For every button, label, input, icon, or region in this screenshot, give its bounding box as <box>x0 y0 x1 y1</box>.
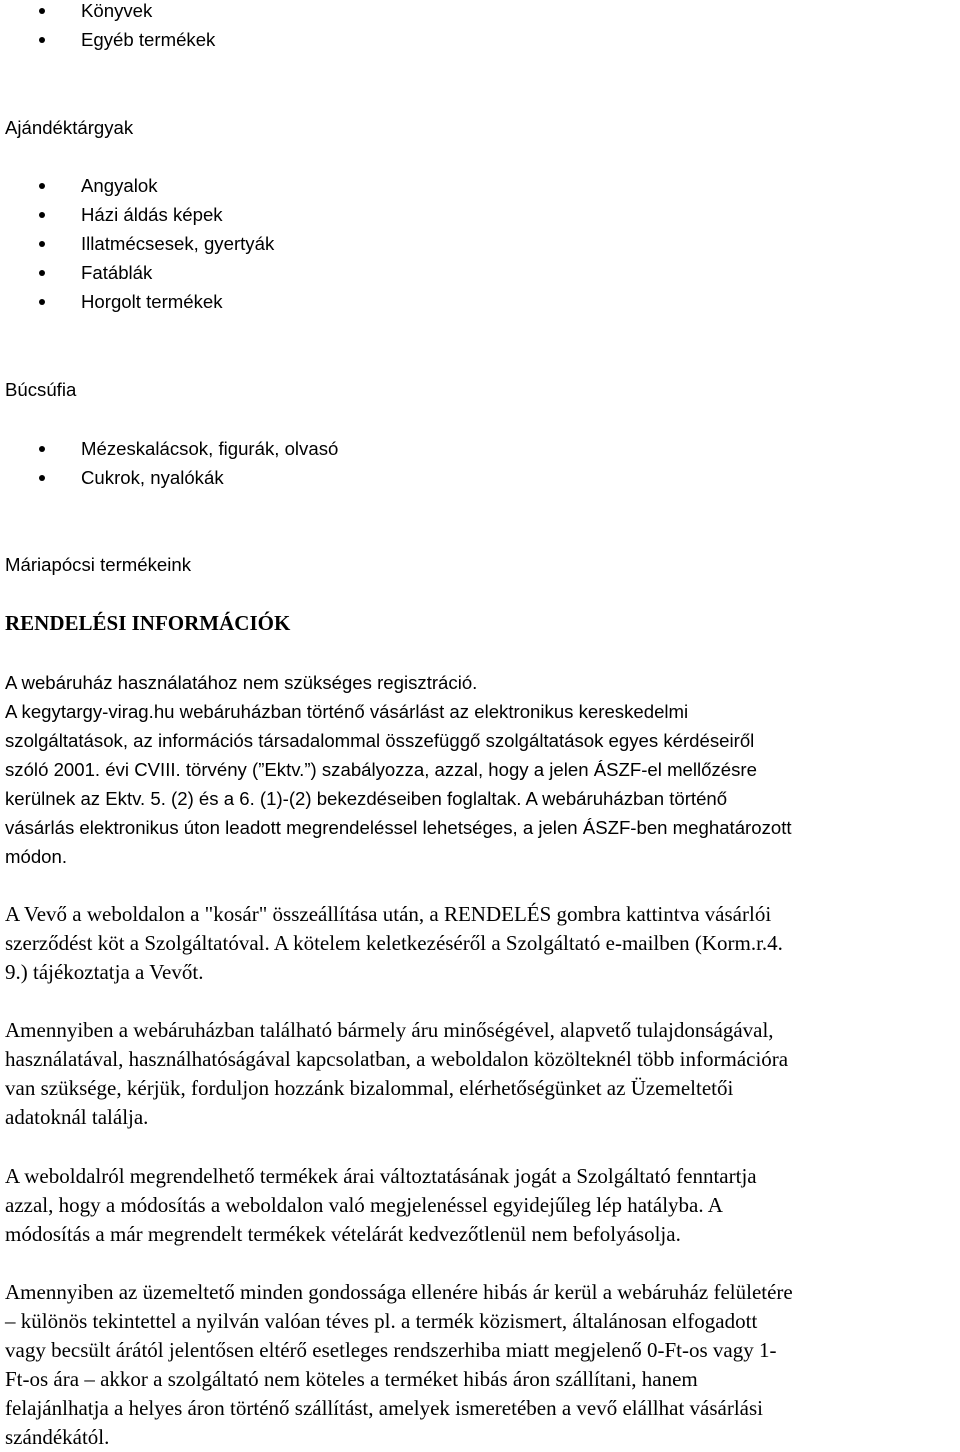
list-item[interactable] <box>0 25 215 54</box>
paragraph-line: Ft-os ára – akkor a szolgáltató nem köteles a terméket hibás áron szállítani, hanem <box>5 1367 698 1391</box>
paragraph-line: használatával, használhatóságával kapcsolatban, a weboldalon közölteknél több információra <box>5 1047 789 1071</box>
paragraph-line: szerződést köt a Szolgáltatóval. A kötelem keletkezéséről a Szolgáltató e-mailben (Korm.r.4. <box>5 931 783 955</box>
bullet-icon <box>39 299 45 305</box>
list-item[interactable] <box>0 229 274 258</box>
bullet-icon <box>39 183 45 189</box>
section-heading-gifts: Ajándéktárgyak <box>5 117 134 138</box>
paragraph-line: A kegytargy-virag.hu webáruházban történő vásárlást az elektronikus kereskedelmi <box>5 701 689 722</box>
list-item-label[interactable]: Cukrok, nyalókák <box>81 467 224 488</box>
bullet-icon <box>39 212 45 218</box>
order-info-paragraph-3 <box>5 1016 955 1132</box>
bullet-icon <box>39 37 45 43</box>
category-list-top <box>0 0 215 54</box>
list-item-label[interactable]: Illatmécsesek, gyertyák <box>81 233 275 254</box>
list-item-label[interactable]: Könyvek <box>81 0 153 21</box>
list-item-label[interactable]: Horgolt termékek <box>81 291 223 312</box>
paragraph-line: kerülnek az Ektv. 5. (2) és a 6. (1)-(2) bekezdéseiben foglaltak. A webáruházban történő <box>5 788 728 809</box>
paragraph-line: 9.) tájékoztatja a Vevőt. <box>5 960 204 984</box>
bullet-icon <box>39 270 45 276</box>
list-item-label[interactable]: Angyalok <box>81 175 158 196</box>
order-info-paragraph-1 <box>5 668 955 871</box>
paragraph-line: Amennyiben a webáruházban található bármely áru minőségével, alapvető tulajdonságával, <box>5 1018 774 1042</box>
list-item[interactable] <box>0 434 338 463</box>
paragraph-line: módosítás a már megrendelt termékek vételárát kedvezőtlenül nem befolyásolja. <box>5 1222 681 1246</box>
paragraph-line: szándékától. <box>5 1425 110 1449</box>
list-item-label[interactable]: Egyéb termékek <box>81 29 216 50</box>
order-info-paragraph-5 <box>5 1278 955 1452</box>
category-list-fair <box>0 434 338 492</box>
order-info-paragraph-4 <box>5 1162 955 1249</box>
list-item-label[interactable]: Mézeskalácsok, figurák, olvasó <box>81 438 339 459</box>
list-item-label[interactable]: Házi áldás képek <box>81 204 223 225</box>
order-info-paragraph-2 <box>5 900 955 987</box>
paragraph-line: adatoknál találja. <box>5 1105 149 1129</box>
paragraph-line: vásárlás elektronikus úton leadott megrendeléssel lehetséges, a jelen ÁSZF-ben meghatározott <box>5 817 792 838</box>
paragraph-line: Amennyiben az üzemeltető minden gondossága ellenére hibás ár kerül a webáruház felületére <box>5 1280 793 1304</box>
paragraph-line: A weboldalról megrendelhető termékek árai változtatásának jogát a Szolgáltató fenntartja <box>5 1164 757 1188</box>
section-heading-fair: Búcsúfia <box>5 379 77 400</box>
bullet-icon <box>39 241 45 247</box>
list-item[interactable] <box>0 200 274 229</box>
paragraph-line: A webáruház használatához nem szükséges regisztráció. <box>5 672 478 693</box>
paragraph-line: van szüksége, kérjük, forduljon hozzánk bizalommal, elérhetőségünket az Üzemeltetői <box>5 1076 734 1100</box>
list-item[interactable] <box>0 463 338 492</box>
order-info-title: RENDELÉSI INFORMÁCIÓK <box>5 611 291 635</box>
list-item[interactable] <box>0 0 215 25</box>
category-list-gifts <box>0 171 274 316</box>
paragraph-line: vagy becsült árától jelentősen eltérő esetleges rendszerhiba miatt megjelenő 0-Ft-os vagy 1- <box>5 1338 777 1362</box>
section-heading-mariapocs[interactable]: Máriapócsi termékeink <box>5 554 192 575</box>
list-item[interactable] <box>0 258 274 287</box>
list-item[interactable] <box>0 171 274 200</box>
paragraph-line: felajánlhatja a helyes áron történő szállítást, amelyek ismeretében a vevő elállhat vásárlási <box>5 1396 764 1420</box>
bullet-icon <box>39 8 45 14</box>
list-item[interactable] <box>0 287 274 316</box>
bullet-icon <box>39 446 45 452</box>
list-item-label[interactable]: Fatáblák <box>81 262 153 283</box>
paragraph-line: módon. <box>5 846 68 867</box>
paragraph-line: szóló 2001. évi CVIII. törvény (”Ektv.”) szabályozza, azzal, hogy a jelen ÁSZF-el mellőzésre <box>5 759 757 780</box>
paragraph-line: szolgáltatások, az információs társadalommal összefüggő szolgáltatások egyes kérdéseiről <box>5 730 755 751</box>
paragraph-line: azzal, hogy a módosítás a weboldalon való megjelenéssel egyidejűleg lép hatályba. A <box>5 1193 723 1217</box>
paragraph-line: – különös tekintettel a nyilván valóan téves pl. a termék közismert, általánosan elfogadott <box>5 1309 758 1333</box>
bullet-icon <box>39 475 45 481</box>
paragraph-line: A Vevő a weboldalon a "kosár" összeállítása után, a RENDELÉS gombra kattintva vásárlói <box>5 902 772 926</box>
